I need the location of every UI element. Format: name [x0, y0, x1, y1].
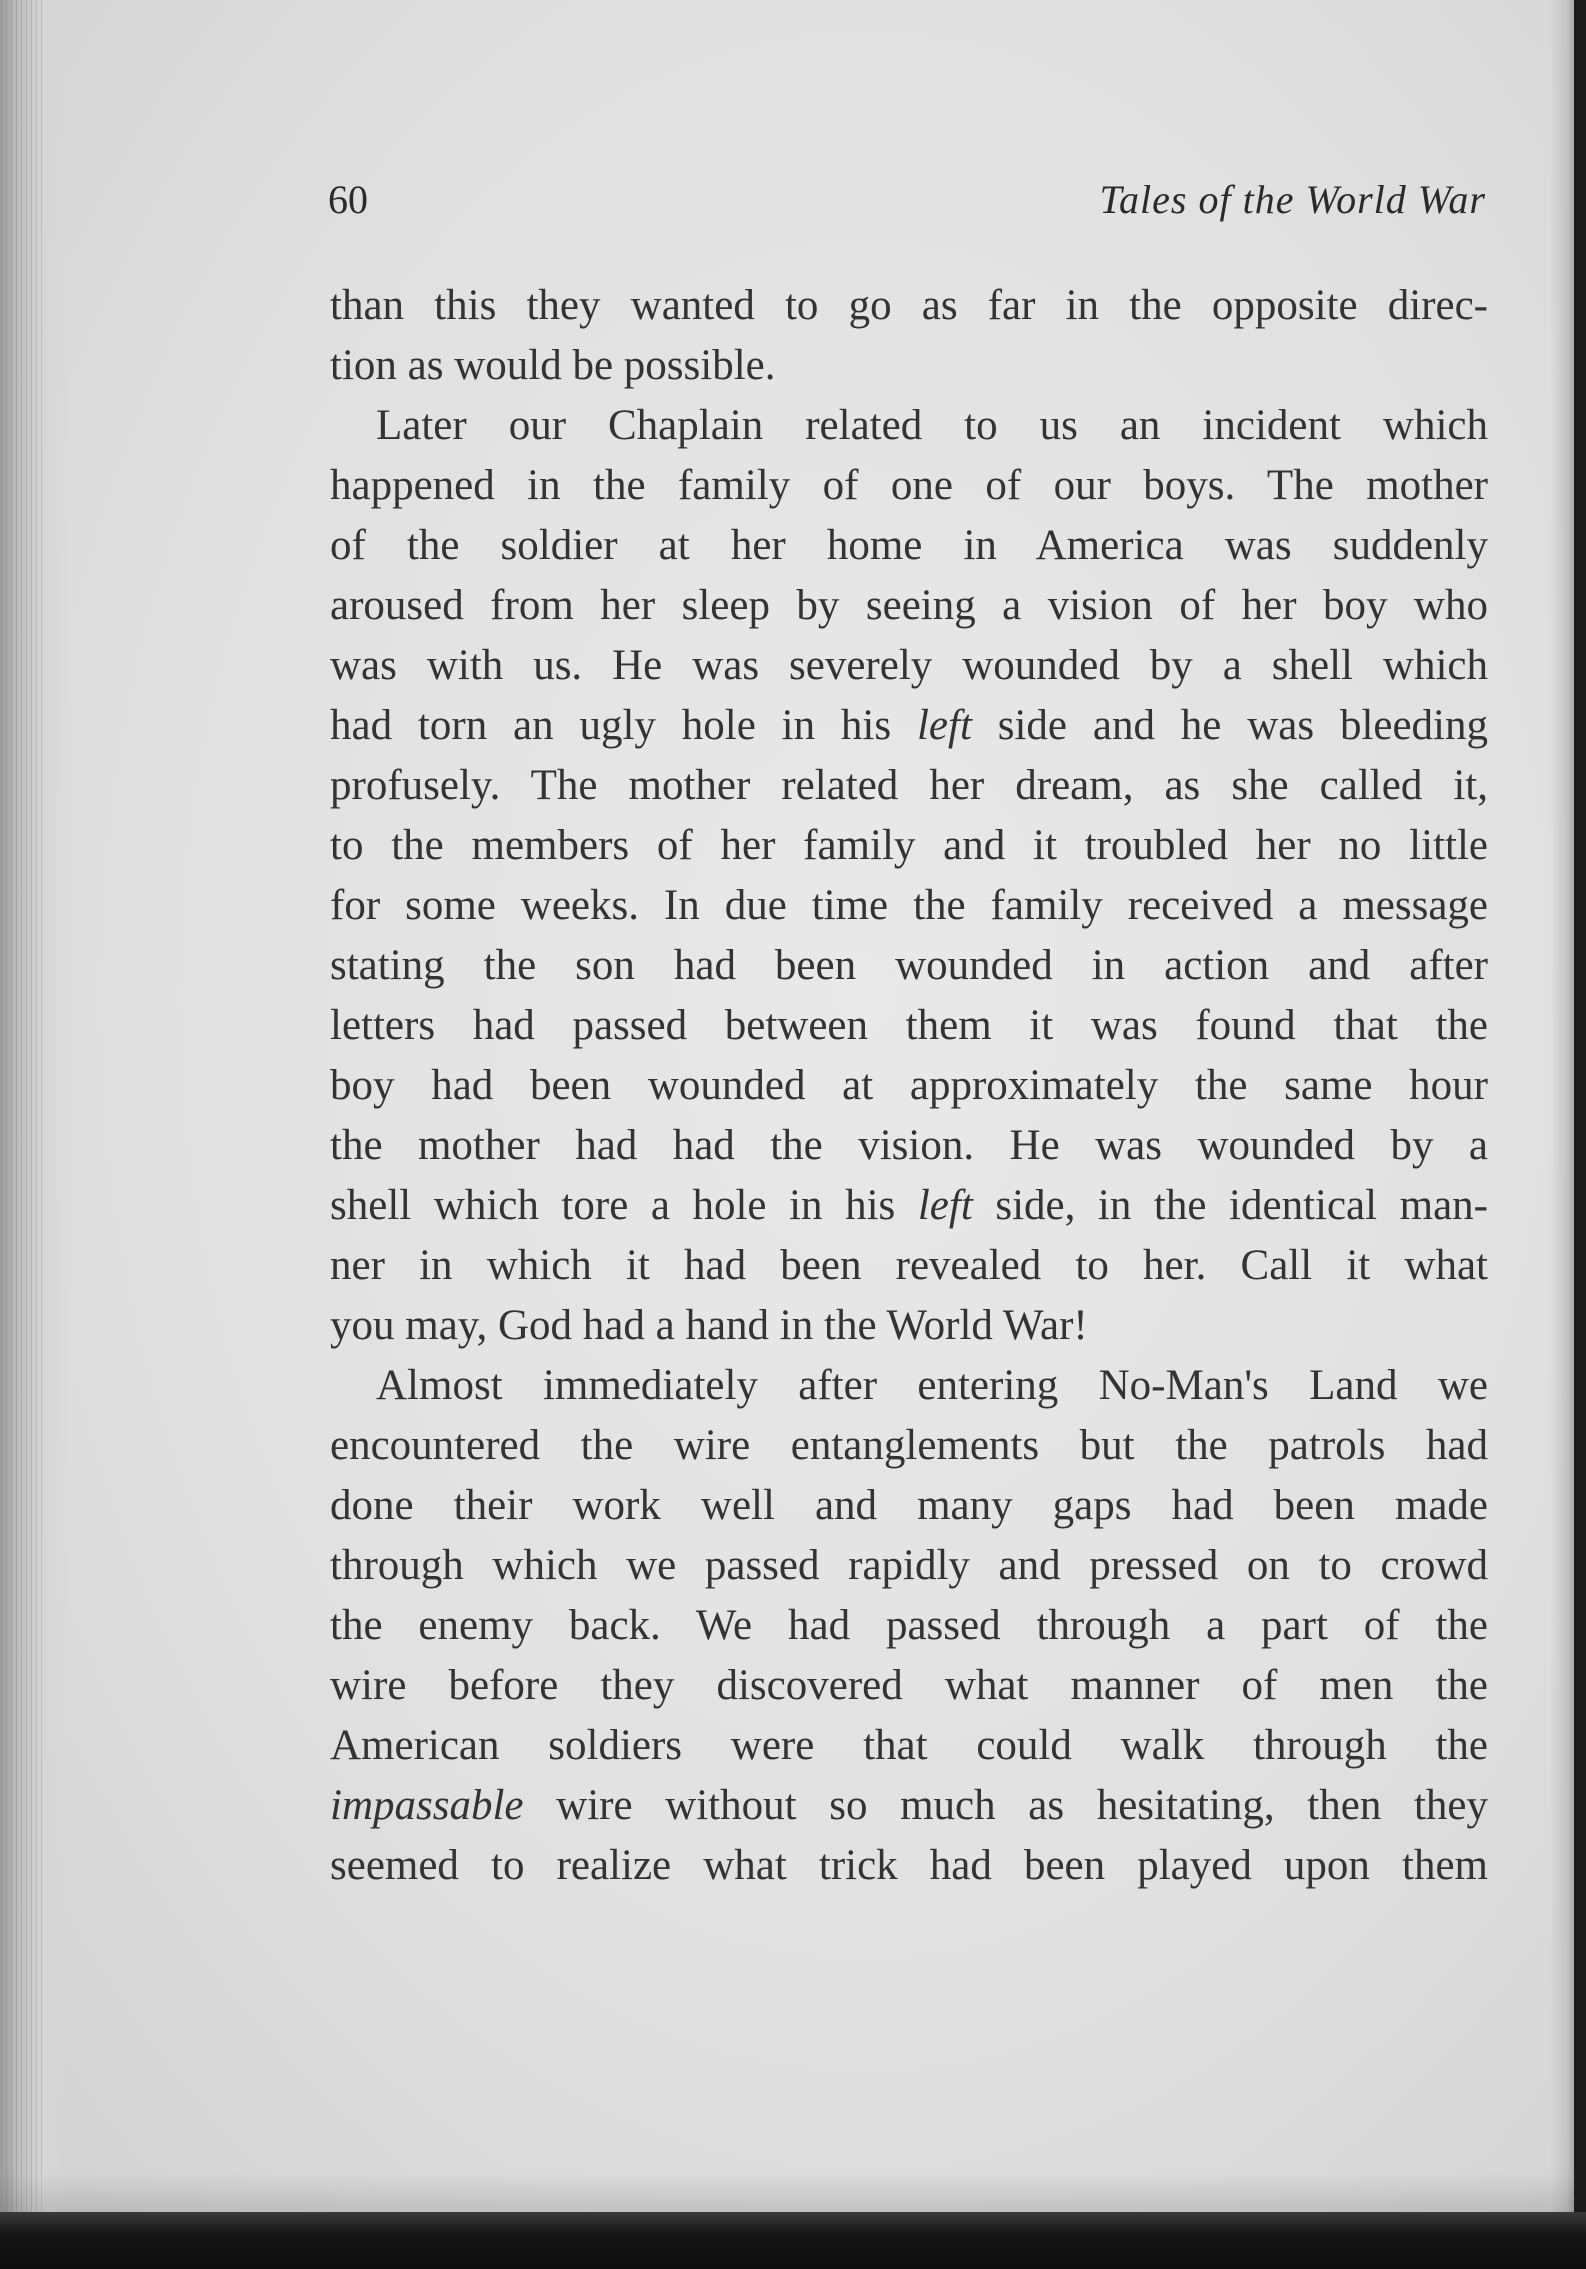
text-segment: shell which tore a hole in his: [330, 1182, 918, 1229]
text-line: stating the son had been wounded in action and after: [330, 942, 1488, 989]
text-line: tion as would be possible.: [330, 342, 776, 389]
text-line: Almost immediately after entering No-Man's Land we: [376, 1362, 1488, 1409]
italic-text: impassable: [330, 1782, 524, 1829]
text-line: was with us. He was severely wounded by a shell which: [330, 642, 1488, 689]
text-line: American soldiers were that could walk through the: [330, 1722, 1488, 1769]
text-line: [330, 1776, 1488, 1836]
text-line: wire before they discovered what manner of men the: [330, 1662, 1488, 1709]
text-line: [330, 696, 1488, 756]
page-bottom-shadow: [0, 2172, 1574, 2212]
text-line: done their work well and many gaps had been made: [330, 1482, 1488, 1529]
text-line: profusely. The mother related her dream, as she called it,: [330, 762, 1488, 809]
text-line: boy had been wounded at approximately the same hour: [330, 1062, 1488, 1109]
book-binding-texture: [6, 0, 46, 2212]
text-line: the mother had had the vision. He was wounded by a: [330, 1122, 1488, 1169]
page-header: [328, 176, 1486, 236]
text-line: of the soldier at her home in America was suddenly: [330, 522, 1488, 569]
text-line: through which we passed rapidly and pressed on to crowd: [330, 1542, 1488, 1589]
text-line: happened in the family of one of our boys. The mother: [330, 462, 1488, 509]
italic-text: left: [917, 1182, 973, 1229]
scan-bottom-edge: [0, 2212, 1586, 2269]
text-line: encountered the wire entanglements but the patrols had: [330, 1422, 1488, 1469]
page-number: 60: [328, 177, 368, 222]
text-line: Later our Chaplain related to us an incident which: [376, 402, 1488, 449]
page-edge: [1550, 0, 1574, 2212]
text-segment: had torn an ugly hole in his: [330, 702, 917, 749]
text-line: for some weeks. In due time the family received a message: [330, 882, 1488, 929]
text-line: to the members of her family and it troubled her no little: [330, 822, 1488, 869]
text-line: seemed to realize what trick had been played upon them: [330, 1842, 1488, 1889]
text-segment: side, in the identical man-: [972, 1182, 1488, 1229]
text-line: ner in which it had been revealed to her. Call it what: [330, 1242, 1488, 1289]
text-segment: wire without so much as hesitating, then they: [523, 1782, 1488, 1829]
text-line: the enemy back. We had passed through a part of the: [330, 1602, 1488, 1649]
text-line: than this they wanted to go as far in the opposite direc-: [330, 282, 1488, 329]
body-text: [330, 276, 1488, 1896]
text-line: you may, God had a hand in the World War!: [330, 1302, 1088, 1349]
text-line: letters had passed between them it was found that the: [330, 1002, 1488, 1049]
text-line: [330, 1176, 1488, 1236]
text-line: aroused from her sleep by seeing a vision of her boy who: [330, 582, 1488, 629]
text-segment: side and he was bleeding: [971, 702, 1489, 749]
running-title: Tales of the World War: [1099, 177, 1486, 222]
italic-text: left: [916, 702, 972, 749]
